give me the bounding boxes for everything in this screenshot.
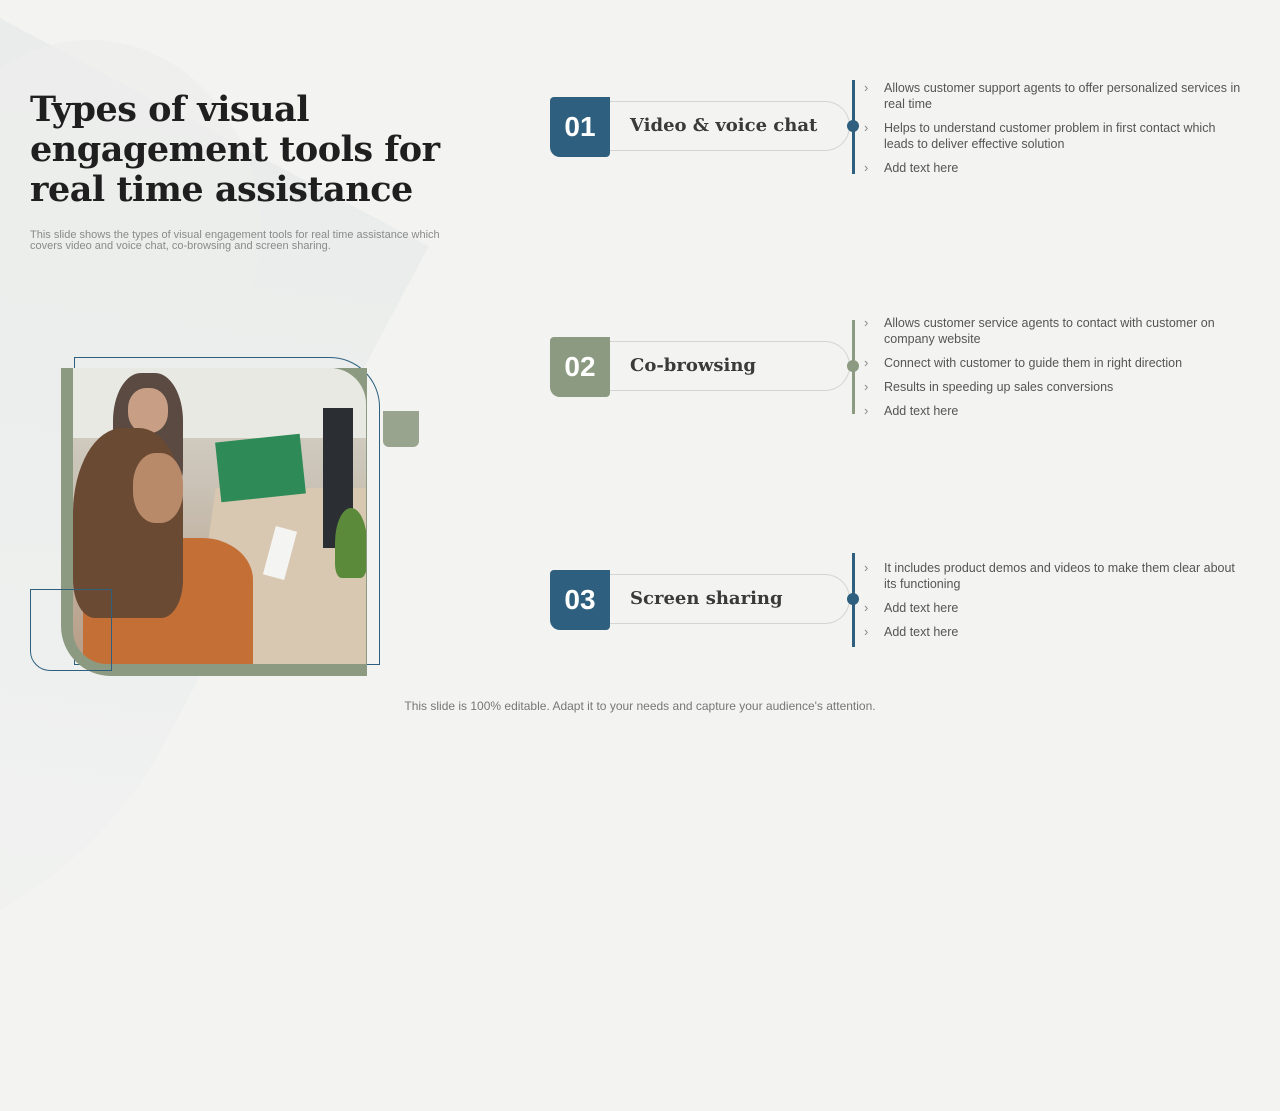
bullet-list	[864, 80, 1244, 184]
connector-dot	[847, 360, 859, 372]
number-badge: 02	[550, 337, 610, 397]
call-center-photo	[73, 368, 366, 664]
tool-label: Screen sharing	[630, 588, 783, 609]
bullet-list	[864, 560, 1244, 648]
number-badge: 03	[550, 570, 610, 630]
tool-item-co-browsing	[550, 318, 1250, 438]
slide-title: Types of visual engagement tools for real time assistance	[30, 89, 440, 210]
decorative-square	[383, 411, 419, 447]
bullet-item: › Results in speeding up sales conversions	[864, 379, 1244, 395]
decorative-outline	[30, 589, 112, 671]
tool-label: Co-browsing	[630, 355, 757, 376]
bullet-item: › Allows customer service agents to contact with customer on company website	[864, 315, 1244, 347]
number-badge: 01	[550, 97, 610, 157]
bullet-item: › Add text here	[864, 600, 1244, 616]
connector-dot	[847, 593, 859, 605]
bullet-item: › Allows customer support agents to offer personalized services in real time	[864, 80, 1244, 112]
footer-note: This slide is 100% editable. Adapt it to your needs and capture your audience's attention.	[404, 699, 876, 713]
bullet-item: › Add text here	[864, 160, 1244, 176]
bullet-list	[864, 315, 1244, 427]
slide-subtitle: This slide shows the types of visual engagement tools for real time assistance which covers video and voice chat, co-browsing and screen sharing.	[30, 229, 440, 252]
tool-item-video-voice-chat	[550, 78, 1250, 198]
bullet-item: › Connect with customer to guide them in right direction	[864, 355, 1244, 371]
tool-label: Video & voice chat	[630, 115, 818, 136]
bullet-item: › Add text here	[864, 624, 1244, 640]
tool-item-screen-sharing	[550, 551, 1250, 671]
bullet-item: › Helps to understand customer problem in first contact which leads to deliver effective solution	[864, 120, 1244, 152]
connector-dot	[847, 120, 859, 132]
bullet-item: › It includes product demos and videos to make them clear about its functioning	[864, 560, 1244, 592]
bullet-item: › Add text here	[864, 403, 1244, 419]
